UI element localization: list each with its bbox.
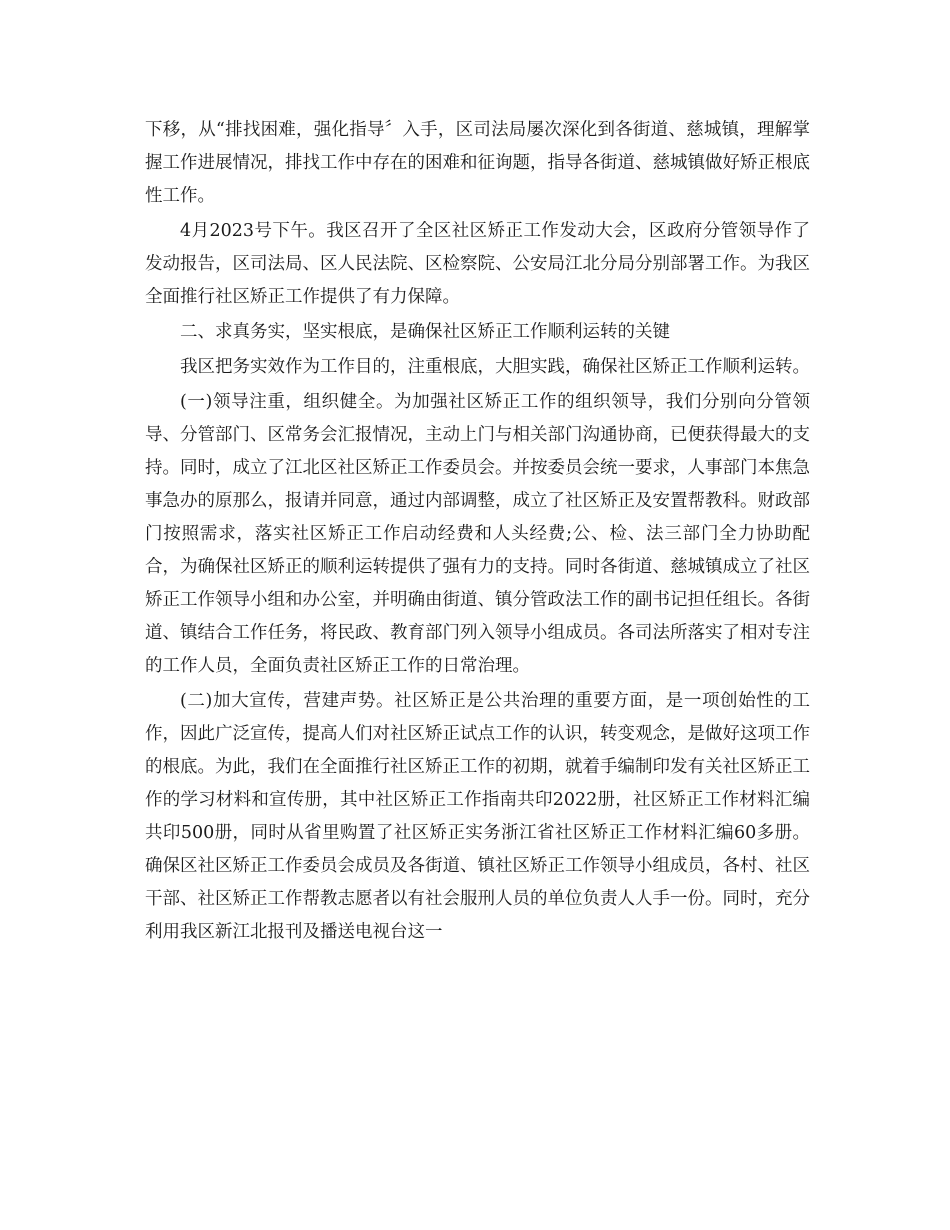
document-body [145,114,810,949]
paragraph-1: 下移，从“排找困难，强化指导〞入手，区司法局屡次深化到各街道、慈城镇，理解掌握工作进展情况，排找工作中存在的困难和征询题，指导各街道、慈城镇做好矫正根底性工作。 [145,120,810,206]
paragraph-2: 4月2023号下午。我区召开了全区社区矫正工作发动大会，区政府分管领导作了发动报告，区司法局、区人民法院、区检察院、公安局江北分局分别部署工作。为我区全面推行社区矫正工作提供了有力保障。 [145,221,810,307]
paragraph-4: (一)领导注重，组织健全。为加强社区矫正工作的组织领导，我们分别向分管领导、分管部门、区常务会汇报情况，主动上门与相关部门沟通协商，已便获得最大的支持。同时，成立了江北区社区矫正工作委员会。并按委员会统一要求，人事部门本焦急事急办的原那么，报请并同意，通过内部调整，成立了社区矫正及安置帮教科。财政部门按照需求，落实社区矫正工作启动经费和人头经费;公、检、法三部门全力协助配合，为确保社区矫正的顺利运转提供了强有力的支持。同时各街道、慈城镇成立了社区矫正工作领导小组和办公室，并明确由街道、镇分管政法工作的副书记担任组长。各街道、镇结合工作任务，将民政、教育部门列入领导小组成员。各司法所落实了相对专注的工作人员，全面负责社区矫正工作的日常治理。 [145,392,810,676]
section-heading: 二、求真务实，坚实根底，是确保社区矫正工作顺利运转的关键 [180,322,670,342]
paragraph-3: 我区把务实效作为工作目的，注重根底，大胆实践，确保社区矫正工作顺利运转。 [180,357,810,377]
paragraph-5: (二)加大宣传，营建声势。社区矫正是公共治理的重要方面，是一项创始性的工作，因此广泛宣传，提高人们对社区矫正试点工作的认识，转变观念，是做好这项工作的根底。为此，我们在全面推行社区矫正工作的初期，就着手编制印发有关社区矫正工作的学习材料和宣传册，其中社区矫正工作指南共印2022册，社区矫正工作材料汇编共印500册，同时从省里购置了社区矫正实务浙江省社区矫正工作材料汇编60多册。确保区社区矫正工作委员会成员及各街道、镇社区矫正工作领导小组成员，各村、社区干部、社区矫正工作帮教志愿者以有社会服刑人员的单位负责人人手一份。同时，充分利用我区新江北报刊及播送电视台这一 [145,691,810,942]
